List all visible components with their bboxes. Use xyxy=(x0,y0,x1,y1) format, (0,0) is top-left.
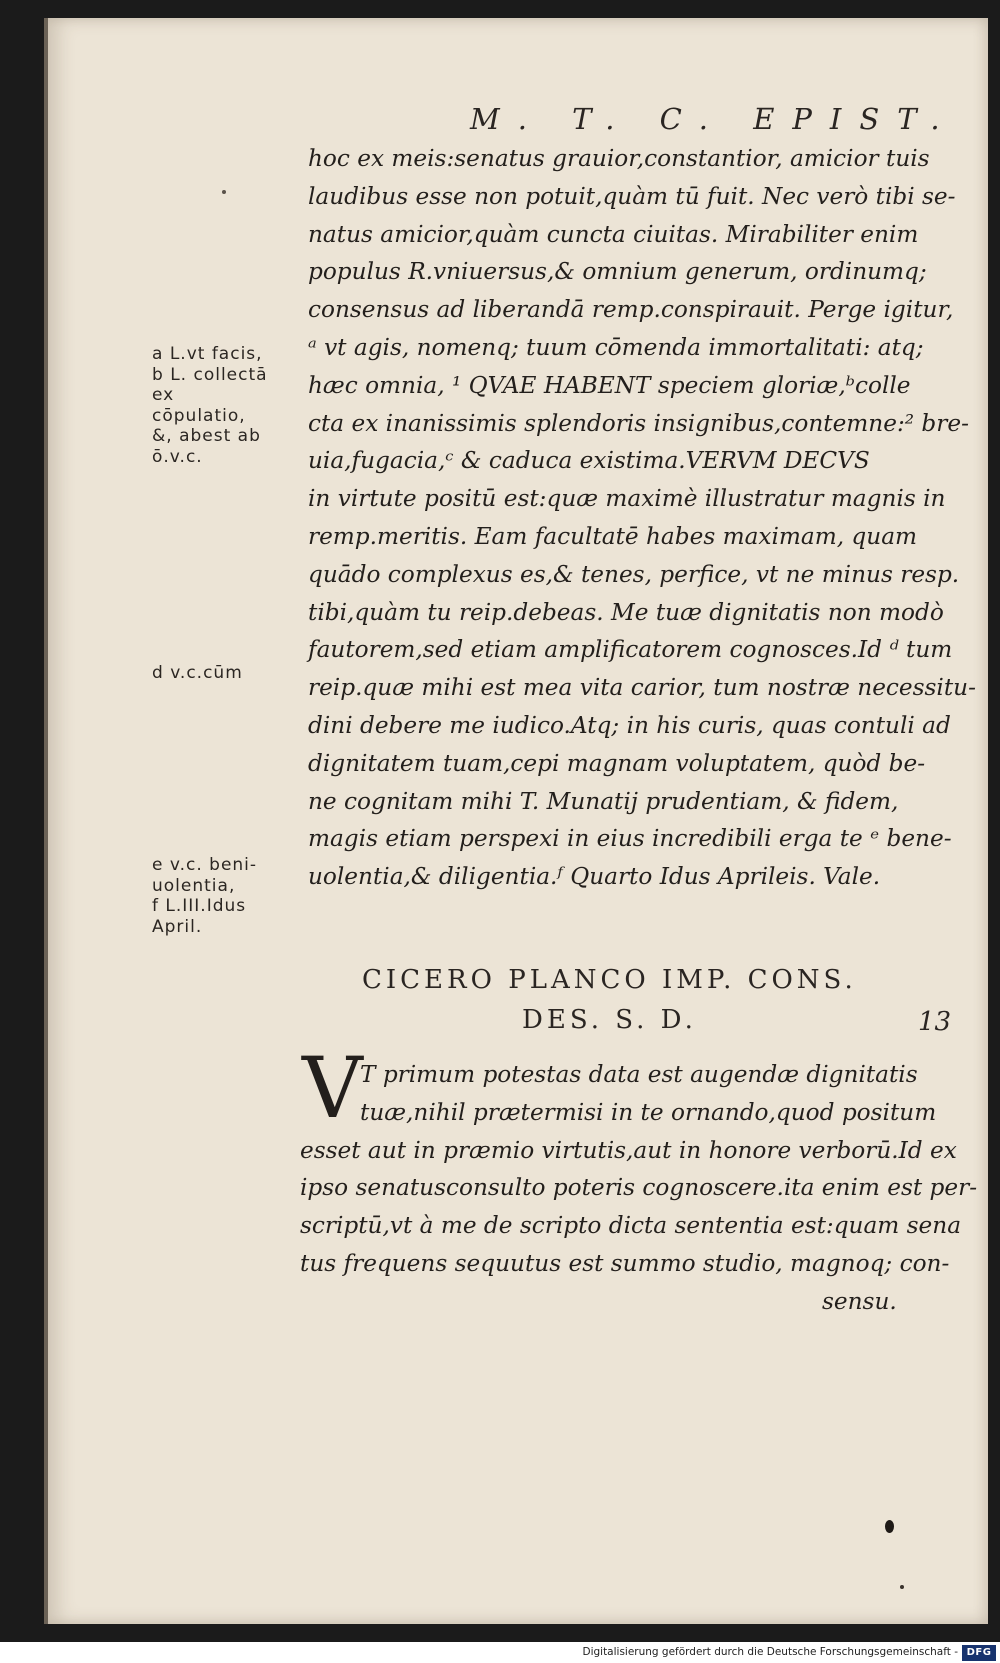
running-head: M. T. C. EPIST. xyxy=(470,102,958,136)
body-text xyxy=(308,140,976,896)
body-line: uia,fugacia,ᶜ & caduca existima.VERVM DECVS xyxy=(308,447,870,475)
margin-note-ef xyxy=(152,855,302,937)
body-line: laudibus esse non potuit,quàm tū fuit. Nec verò tibi se- xyxy=(308,182,956,210)
letter-line: esset aut in præmio virtutis,aut in honore verborū.Id ex xyxy=(300,1136,957,1164)
margin-note-line: f L.III.Idus xyxy=(152,896,247,916)
ink-blot xyxy=(885,1520,894,1533)
margin-note-line: cōpulatio, xyxy=(152,405,246,426)
letter-heading: CICERO PLANCO IMP. CONS. xyxy=(362,965,857,995)
body-line: quādo complexus es,& tenes, perfice, vt ne minus resp. xyxy=(308,560,960,588)
body-line: hoc ex meis:senatus grauior,constantior, amicior tuis xyxy=(308,145,930,172)
body-line: in virtute positū est:quæ maximè illustratur magnis in xyxy=(308,485,946,513)
body-line: natus amicior,quàm cuncta ciuitas. Mirabiliter enim xyxy=(308,220,919,248)
letter-line: tus frequens sequutus est summo studio, magnoq; con- xyxy=(300,1249,950,1277)
margin-note-line: b L. collectā xyxy=(152,364,268,385)
letter-heading-salutation: DES. S. D. xyxy=(522,1005,697,1035)
footer-credit: Digitalisierung gefördert durch die Deutsche Forschungsgemeinschaft - xyxy=(582,1646,958,1658)
margin-speck xyxy=(222,190,226,194)
body-line: reip.quæ mihi est mea vita carior, tum nostræ necessitu- xyxy=(308,674,976,702)
body-line: dignitatem tuam,cepi magnam voluptatem, quòd be- xyxy=(308,749,926,777)
body-line: hæc omnia, ¹ QVAE HABENT speciem gloriæ,ᵇcolle xyxy=(308,371,911,399)
margin-note-line: ō.v.c. xyxy=(152,446,203,467)
letter-line: sensu. xyxy=(822,1287,897,1315)
footer-bar xyxy=(0,1644,1000,1663)
letter-line: ipso senatusconsulto poteris cognoscere.ita enim est per- xyxy=(300,1174,978,1202)
letter-line: scriptū,vt à me de scripto dicta sententia est:quam sena xyxy=(300,1212,962,1240)
margin-note-line: a L.vt facis, xyxy=(152,344,263,364)
margin-note-line: ex xyxy=(152,385,175,405)
margin-note-line: April. xyxy=(152,916,203,937)
letter-number: 13 xyxy=(918,1007,952,1037)
body-line: tibi,quàm tu reip.debeas. Me tuæ dignitatis non modò xyxy=(308,598,944,626)
dfg-logo: DFG xyxy=(962,1645,996,1661)
margin-note-line: uolentia, xyxy=(152,875,236,896)
margin-note-line: &, abest ab xyxy=(152,426,261,446)
letter-text xyxy=(300,1056,978,1321)
body-line: consensus ad liberandā remp.conspirauit. Perge igitur, xyxy=(308,296,954,324)
body-line: remp.meritis. Eam facultatē habes maximam, quam xyxy=(308,522,918,550)
margin-note-ab xyxy=(152,344,302,467)
body-line: dini debere me iudico.Atq; in his curis, quas contuli ad xyxy=(308,711,951,739)
body-line: ne cognitam mihi T. Munatij prudentiam, & fidem, xyxy=(308,787,899,815)
margin-note-line: e v.c. beni- xyxy=(152,855,258,875)
body-line: magis etiam perspexi in eius incredibili erga te ᵉ bene- xyxy=(308,825,952,853)
body-line: ᵃ vt agis, nomenq; tuum cōmenda immortalitati: atq; xyxy=(308,333,924,361)
body-line: populus R.vniuersus,& omnium generum, ordinumq; xyxy=(308,258,927,286)
body-line: fautorem,sed etiam amplificatorem cognosces.Id ᵈ tum xyxy=(308,636,953,664)
letter-line: tuæ,nihil prætermisi in te ornando,quod positum xyxy=(360,1098,937,1126)
drop-cap: V xyxy=(302,1039,363,1137)
body-line: uolentia,& diligentia.ᶠ Quarto Idus Aprileis. Vale. xyxy=(308,863,881,891)
margin-note-d xyxy=(152,663,302,684)
body-line: cta ex inanissimis splendoris insignibus,contemne:² bre- xyxy=(308,409,969,437)
margin-note-line: d v.c.cūm xyxy=(152,663,243,683)
ink-speck xyxy=(900,1585,904,1589)
letter-line: T primum potestas data est augendæ dignitatis xyxy=(360,1061,918,1088)
